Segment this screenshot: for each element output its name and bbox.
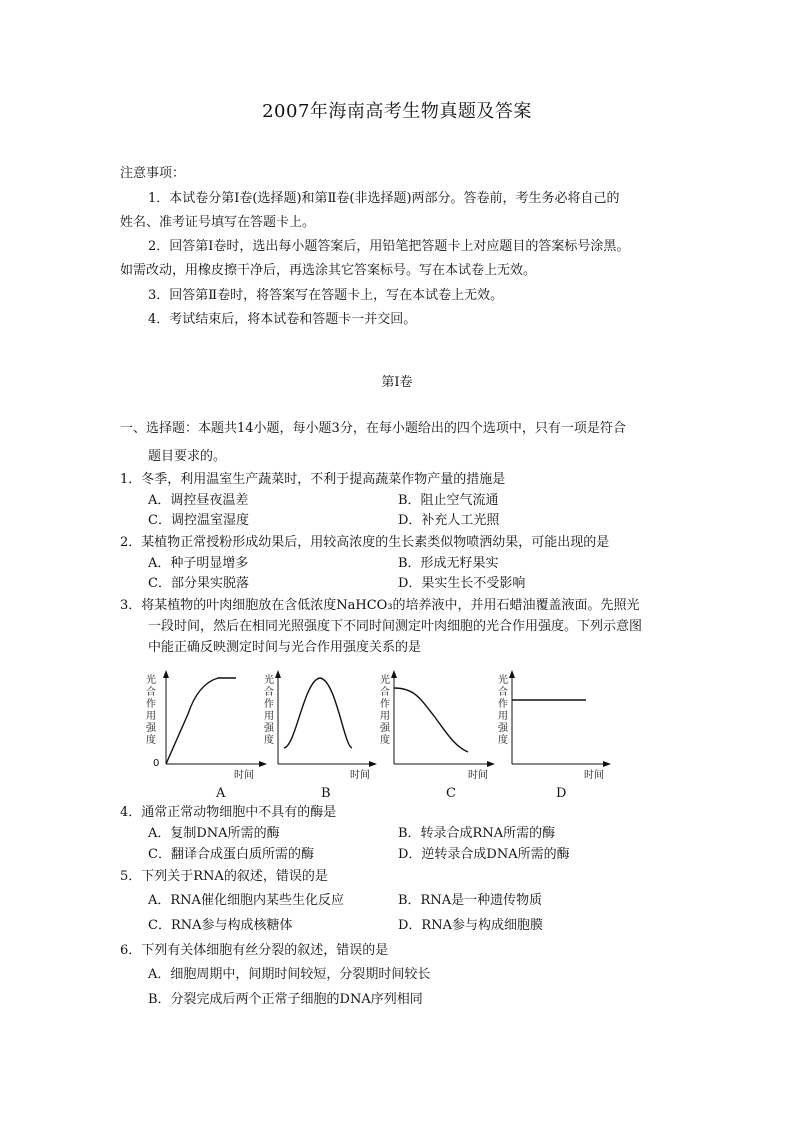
x-axis-arrow <box>603 761 611 767</box>
question-option: A．细胞周期中，间期时间较短，分裂期时间较长 <box>148 967 431 982</box>
curve-a <box>166 678 236 764</box>
svg-text:合: 合 <box>146 687 156 698</box>
notice-line: 3．回答第Ⅱ卷时，将答案写在答题卡上，写在本试卷上无效。 <box>148 288 504 303</box>
svg-text:合: 合 <box>498 687 508 698</box>
question-option: B．RNA是一种遗传物质 <box>398 893 543 908</box>
y-axis-label <box>146 673 157 746</box>
svg-text:作: 作 <box>146 699 156 710</box>
question-option: B．分裂完成后两个正常子细胞的DNA序列相同 <box>148 992 423 1007</box>
origin-label: 0 <box>153 758 160 769</box>
svg-text:度: 度 <box>380 735 390 746</box>
graph-c <box>374 668 499 784</box>
graph-a <box>140 668 270 784</box>
svg-text:作: 作 <box>264 699 274 710</box>
svg-text:度: 度 <box>498 735 508 746</box>
question-option: B．阻止空气流通 <box>398 493 499 508</box>
y-axis-label <box>498 673 509 746</box>
question-option: D．补充人工光照 <box>398 513 500 528</box>
part-heading-cont: 题目要求的。 <box>148 449 227 464</box>
question-stem: 1．冬季，利用温室生产蔬菜时，不利于提高蔬菜作物产量的措施是 <box>120 472 506 487</box>
x-axis-label: 时间 <box>350 770 370 781</box>
question-stem: 4．通常正常动物细胞中不具有的酶是 <box>120 805 337 820</box>
notice-line: 姓名、准考证号填写在答题卡上。 <box>120 215 316 230</box>
notice-line: 2．回答第Ⅰ卷时，选出每小题答案后，用铅笔把答题卡上对应题目的答案标号涂黑。 <box>148 239 630 254</box>
svg-text:用: 用 <box>498 711 508 722</box>
question-option: C．调控温室湿度 <box>148 513 249 528</box>
svg-text:光: 光 <box>498 675 508 686</box>
svg-text:光: 光 <box>380 675 390 686</box>
svg-text:用: 用 <box>380 711 390 722</box>
question-option: B．形成无籽果实 <box>398 556 499 571</box>
question-stem-cont: 一段时间，然后在相同光照强度下不同时间测定叶肉细胞的光合作用强度。下列示意图 <box>148 619 643 634</box>
y-axis-arrow <box>509 670 515 678</box>
question-option: B．转录合成RNA所需的酶 <box>398 826 556 841</box>
question-option: C．RNA参与构成核糖体 <box>148 918 293 933</box>
notice-line: 4．考试结束后，将本试卷和答题卡一并交回。 <box>148 312 417 327</box>
question-option: C．部分果实脱落 <box>148 576 249 591</box>
question-option: A．RNA催化细胞内某些生化反应 <box>148 893 344 908</box>
x-axis-label: 时间 <box>234 770 254 781</box>
svg-text:强: 强 <box>264 723 274 734</box>
svg-text:作: 作 <box>498 699 508 710</box>
svg-text:强: 强 <box>498 723 508 734</box>
notice-heading: 注意事项： <box>120 166 186 181</box>
x-axis-label: 时间 <box>584 770 604 781</box>
y-axis-arrow <box>391 670 397 678</box>
question-stem: 3．将某植物的叶肉细胞放在含低浓度NaHCO₃的培养液中，并用石蜡油覆盖液面。先照光 <box>120 598 640 613</box>
question-option: A．调控昼夜温差 <box>148 493 249 508</box>
y-axis-arrow <box>275 670 281 678</box>
question-option: D．RNA参与构成细胞膜 <box>398 918 543 933</box>
y-axis-label <box>264 673 275 746</box>
y-axis-label <box>380 673 391 746</box>
question-stem: 6．下列有关体细胞有丝分裂的叙述，错误的是 <box>120 943 389 958</box>
graph-label-b: B <box>321 786 331 801</box>
svg-text:合: 合 <box>380 687 390 698</box>
y-axis-arrow <box>163 670 169 678</box>
svg-text:用: 用 <box>264 711 274 722</box>
svg-text:光: 光 <box>146 675 156 686</box>
notice-line: 1．本试卷分第Ⅰ卷(选择题)和第Ⅱ卷(非选择题)两部分。答卷前，考生务必将自己的 <box>148 191 620 206</box>
graph-label-a: A <box>216 786 226 801</box>
question-option: D．果实生长不受影响 <box>398 576 526 591</box>
question-stem: 5．下列关于RNA的叙述，错误的是 <box>120 869 328 884</box>
question-option: A．种子明显增多 <box>148 556 249 571</box>
graph-d <box>490 668 615 784</box>
page-title: 2007年海南高考生物真题及答案 <box>262 101 532 122</box>
graph-label-d: D <box>556 786 567 801</box>
question-option: C．翻译合成蛋白质所需的酶 <box>148 847 314 862</box>
svg-text:度: 度 <box>264 735 274 746</box>
question-stem-cont: 中能正确反映测定时间与光合作用强度关系的是 <box>148 640 422 655</box>
svg-text:度: 度 <box>146 735 156 746</box>
question-stem: 2．某植物正常授粉形成幼果后，用较高浓度的生长素类似物喷洒幼果，可能出现的是 <box>120 535 610 550</box>
question-option: A．复制DNA所需的酶 <box>148 826 280 841</box>
curve-b <box>284 678 352 748</box>
section-heading: 第Ⅰ卷 <box>381 375 413 390</box>
svg-text:强: 强 <box>146 723 156 734</box>
graph-label-c: C <box>446 786 456 801</box>
x-axis-label: 时间 <box>468 770 488 781</box>
curve-c <box>394 688 468 752</box>
notice-line: 如需改动，用橡皮擦干净后，再选涂其它答案标号。写在本试卷上无效。 <box>120 263 537 278</box>
question-option: D．逆转录合成DNA所需的酶 <box>398 847 570 862</box>
svg-text:合: 合 <box>264 687 274 698</box>
svg-text:用: 用 <box>146 711 156 722</box>
graph-b <box>256 668 381 784</box>
part-heading: 一、选择题：本题共14小题，每小题3分，在每小题给出的四个选项中，只有一项是符合 <box>120 421 626 436</box>
svg-text:作: 作 <box>380 699 390 710</box>
svg-text:强: 强 <box>380 723 390 734</box>
svg-text:光: 光 <box>264 675 274 686</box>
